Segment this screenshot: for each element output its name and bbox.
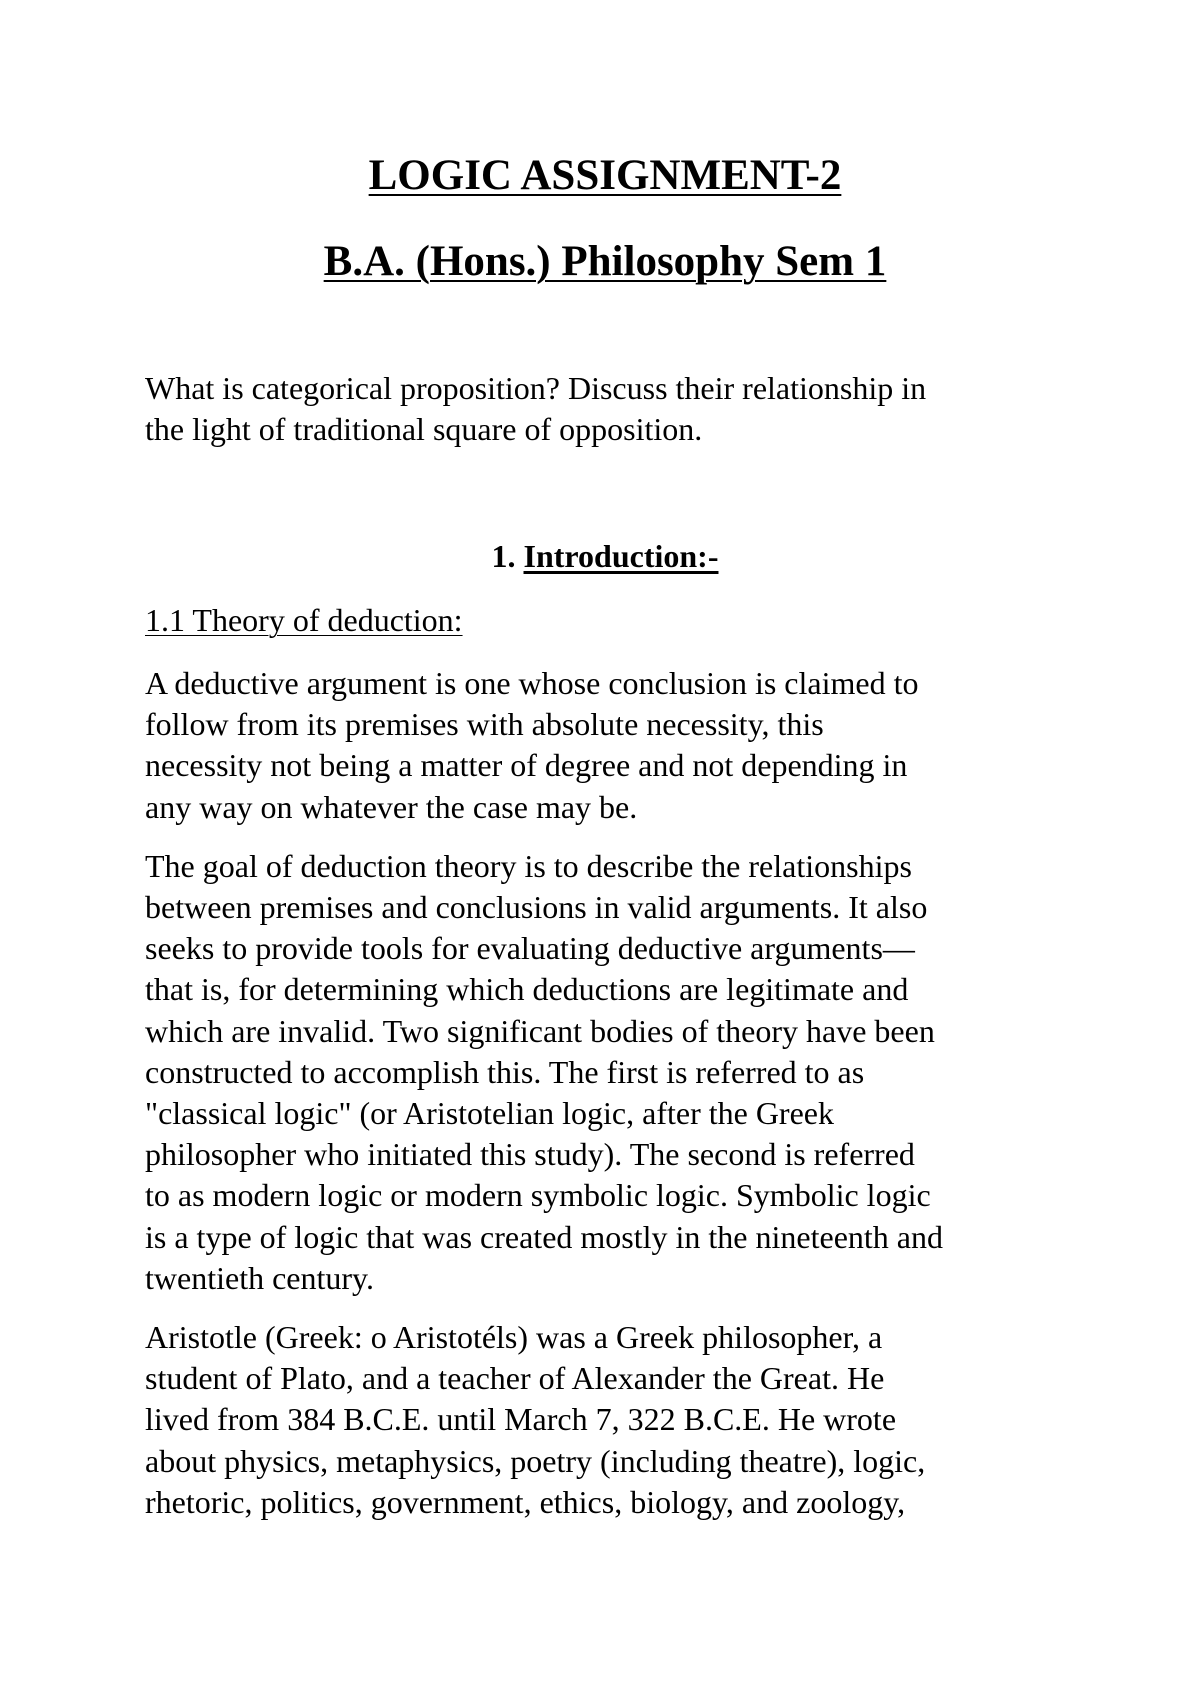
paragraph-line: student of Plato, and a teacher of Alexander the Great. He — [145, 1360, 885, 1397]
section-title: Introduction:- — [523, 538, 719, 574]
paragraph-line: rhetoric, politics, government, ethics, biology, and zoology, — [145, 1483, 906, 1520]
paragraph-line: between premises and conclusions in valid arguments. It also — [145, 889, 928, 926]
paragraph-line: necessity not being a matter of degree and not depending in — [145, 747, 908, 784]
paragraph-line: follow from its premises with absolute necessity, this — [145, 706, 824, 743]
paragraph-line: lived from 384 B.C.E. until March 7, 322 B.C.E. He wrote — [145, 1401, 897, 1438]
paragraph-line: "classical logic" (or Aristotelian logic, after the Greek — [145, 1095, 834, 1132]
document-title — [145, 150, 1065, 202]
section-heading — [145, 536, 1065, 577]
paragraph-line: Aristotle (Greek: o Aristotéls) was a Greek philosopher, a — [145, 1319, 883, 1356]
paragraph — [145, 663, 1065, 828]
paragraph-line: which are invalid. Two significant bodies of theory have been — [145, 1012, 935, 1049]
paragraph-line: twentieth century. — [145, 1259, 374, 1296]
paragraph-line: constructed to accomplish this. The first is referred to as — [145, 1053, 865, 1090]
subsection-heading: 1.1 Theory of deduction: — [145, 602, 463, 638]
paragraph-line: any way on whatever the case may be. — [145, 788, 638, 825]
question-line: the light of traditional square of opposition. — [145, 411, 703, 447]
paragraph-line: seeks to provide tools for evaluating deductive arguments— — [145, 930, 915, 967]
document-page — [145, 0, 1065, 1698]
paragraph-line: A deductive argument is one whose conclusion is claimed to — [145, 665, 919, 701]
document-subtitle — [145, 236, 1065, 288]
question-line: What is categorical proposition? Discuss their relationship in — [145, 370, 927, 406]
paragraph-line: about physics, metaphysics, poetry (including theatre), logic, — [145, 1442, 926, 1479]
paragraph-line: philosopher who initiated this study). The second is referred — [145, 1136, 915, 1173]
assignment-question — [145, 368, 1065, 450]
section-number: 1. — [491, 538, 516, 574]
paragraph-line: is a type of logic that was created mostly in the nineteenth and — [145, 1218, 943, 1255]
paragraph-line: The goal of deduction theory is to describe the relationships — [145, 847, 912, 884]
paragraph-line: that is, for determining which deductions are legitimate and — [145, 971, 909, 1008]
paragraph — [145, 846, 1065, 1299]
document-title-text: LOGIC ASSIGNMENT-2 — [368, 152, 842, 199]
paragraph-line: to as modern logic or modern symbolic logic. Symbolic logic — [145, 1177, 931, 1214]
document-body — [145, 663, 1065, 1541]
paragraph — [145, 1317, 1065, 1523]
document-subtitle-text: B.A. (Hons.) Philosophy Sem 1 — [323, 238, 887, 285]
